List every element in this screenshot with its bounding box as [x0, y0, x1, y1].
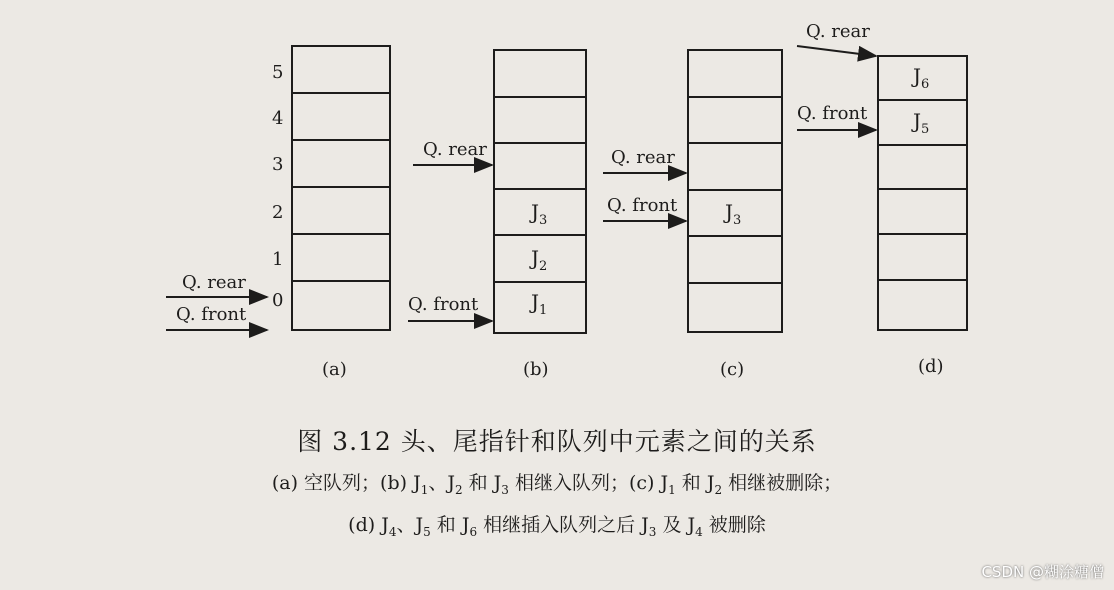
- front-pointer-label-c: Q. front: [607, 195, 678, 216]
- panel-c-grid: [688, 50, 782, 332]
- row-number-5: 5: [272, 62, 284, 83]
- panel-a-grid: [292, 46, 390, 330]
- cell-label-b-row1: $J_2$: [531, 246, 548, 274]
- row-numbers: [272, 62, 283, 311]
- panel-label-d: (d): [918, 356, 944, 377]
- figure-caption-line-2: (d) $J_4$、$J_5$ 和 $J_6$ 相继插入队列之后 $J_3$ 及 $J_4$ 被删除: [348, 514, 766, 539]
- panel-b-cells: [529, 200, 547, 318]
- figure-caption-line-1: (a) 空队列；(b) $J_1$、$J_2$ 和 $J_3$ 相继入队列；(c) $J_1$ 和 $J_2$ 相继被删除；: [271, 472, 843, 497]
- cell-label-d-row4: $J_5$: [913, 109, 930, 137]
- csdn-watermark: CSDN @糊涂糖僧: [981, 563, 1104, 581]
- cell-label-c-row2: $J_3$: [725, 200, 742, 228]
- panel-b-grid: [494, 50, 586, 333]
- panel-label-a: (a): [322, 359, 347, 380]
- front-pointer-label-d: Q. front: [797, 103, 868, 124]
- cell-label-b-row2: $J_3$: [531, 200, 548, 228]
- figure-caption-title: 图 3.12 头、尾指针和队列中元素之间的关系: [297, 427, 817, 456]
- rear-pointer-label-a: Q. rear: [182, 272, 246, 293]
- rear-pointer-label-c: Q. rear: [611, 147, 675, 168]
- panel-labels: [322, 356, 944, 380]
- panel-label-b: (b): [523, 359, 549, 380]
- row-number-2: 2: [272, 202, 284, 223]
- panel-label-c: (c): [720, 359, 745, 380]
- panel-d-grid: [878, 56, 967, 330]
- row-number-0: 0: [272, 290, 284, 311]
- panel-c-pointers: [603, 147, 686, 221]
- panel-b-pointers: [408, 139, 492, 321]
- panel-c-cells: [723, 200, 741, 228]
- rear-pointer-label-b: Q. rear: [423, 139, 487, 160]
- row-number-4: 4: [272, 108, 284, 129]
- front-pointer-label-b: Q. front: [408, 294, 479, 315]
- row-number-1: 1: [272, 249, 284, 270]
- panel-a-pointers: [166, 272, 267, 330]
- rear-arrow-d: [797, 46, 876, 56]
- cell-label-d-row5: $J_6$: [913, 64, 930, 92]
- row-number-3: 3: [272, 154, 284, 175]
- rear-pointer-label-d: Q. rear: [806, 21, 870, 42]
- front-pointer-label-a: Q. front: [176, 304, 247, 325]
- cell-label-b-row0: $J_1$: [531, 290, 548, 318]
- panel-d-pointers: [797, 21, 876, 130]
